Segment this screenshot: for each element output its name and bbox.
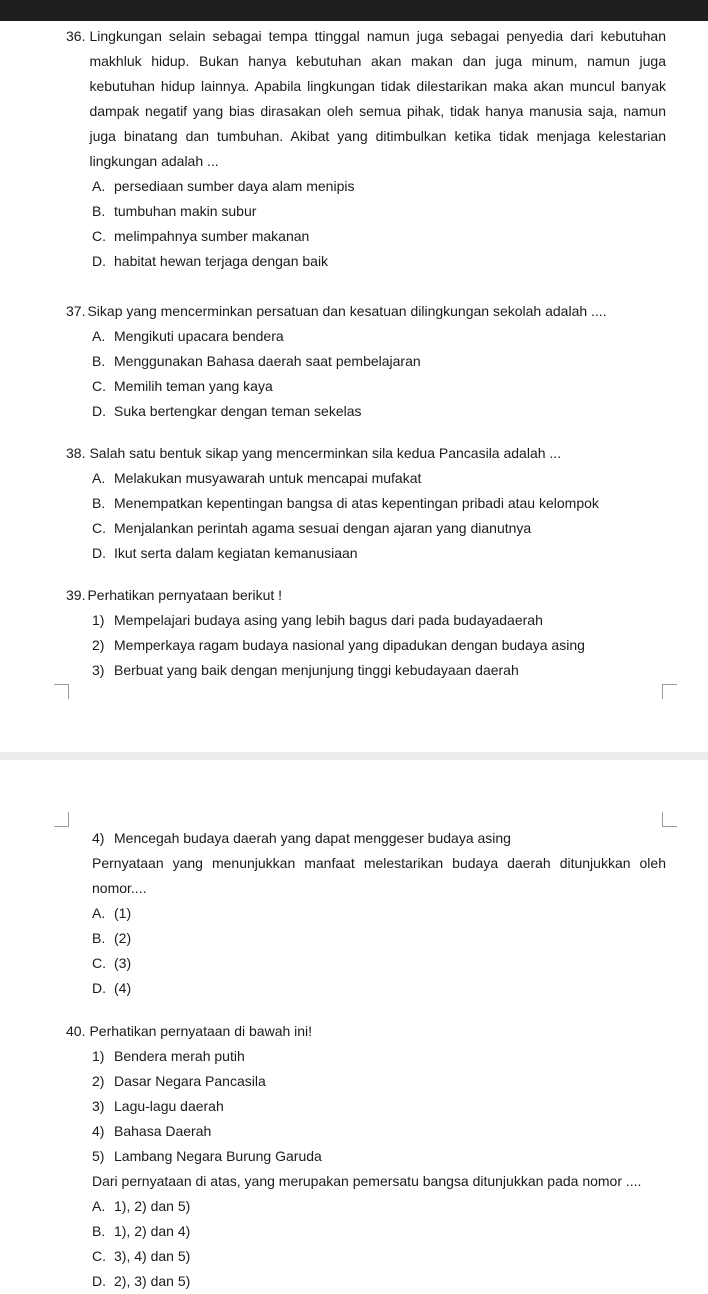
option-b[interactable]: B. Menempatkan kepentingan bangsa di atas kepentingan pribadi atau kelompok bbox=[92, 495, 599, 511]
statement-1: 1) Mempelajari budaya asing yang lebih bagus dari pada budayadaerah bbox=[92, 612, 543, 628]
statement-3: 3) Lagu-lagu daerah bbox=[92, 1098, 224, 1114]
statement-3: 3) Berbuat yang baik dengan menjunjung tinggi kebudayaan daerah bbox=[92, 662, 519, 678]
option-d[interactable]: D. 2), 3) dan 5) bbox=[92, 1273, 191, 1289]
question-number: 37. bbox=[66, 303, 86, 319]
option-d[interactable]: D. (4) bbox=[92, 980, 132, 996]
option-a[interactable]: A. Melakukan musyawarah untuk mencapai mufakat bbox=[92, 470, 422, 486]
question-36 bbox=[66, 24, 666, 274]
question-38 bbox=[66, 441, 666, 566]
option-b[interactable]: B. 1), 2) dan 4) bbox=[92, 1223, 191, 1239]
option-a[interactable]: A. persediaan sumber daya alam menipis bbox=[92, 178, 355, 194]
statement-2: 2) Memperkaya ragam budaya nasional yang dipadukan dengan budaya asing bbox=[92, 637, 585, 653]
statement-2: 2) Dasar Negara Pancasila bbox=[92, 1073, 266, 1089]
top-bar bbox=[0, 0, 708, 21]
option-c[interactable]: C. Memilih teman yang kaya bbox=[92, 378, 273, 394]
statement-4: 4) Bahasa Daerah bbox=[92, 1123, 212, 1139]
option-a[interactable]: A. Mengikuti upacara bendera bbox=[92, 328, 284, 344]
options-list bbox=[66, 466, 666, 566]
option-c[interactable]: C. 3), 4) dan 5) bbox=[92, 1248, 191, 1264]
question-40 bbox=[66, 1019, 666, 1294]
option-b[interactable]: B. (2) bbox=[92, 930, 132, 946]
option-b[interactable]: B. Menggunakan Bahasa daerah saat pembelajaran bbox=[92, 353, 421, 369]
option-d[interactable]: D. Ikut serta dalam kegiatan kemanusiaan bbox=[92, 545, 358, 561]
question-39 bbox=[66, 583, 666, 683]
statements-list-continued bbox=[66, 826, 666, 851]
crop-mark bbox=[662, 684, 677, 699]
question-text: Salah satu bentuk sikap yang mencerminkan sila kedua Pancasila adalah ... bbox=[89, 445, 562, 461]
page-bottom bbox=[66, 826, 666, 1294]
option-d[interactable]: D. Suka bertengkar dengan teman sekelas bbox=[92, 403, 362, 419]
statement-4: 4) Mencegah budaya daerah yang dapat menggeser budaya asing bbox=[92, 830, 511, 846]
crop-mark bbox=[662, 812, 677, 827]
question-number: 39. bbox=[66, 587, 86, 603]
page-top bbox=[66, 24, 666, 683]
options-list bbox=[66, 901, 666, 1001]
question-37 bbox=[66, 299, 666, 424]
option-c[interactable]: C. melimpahnya sumber makanan bbox=[92, 228, 310, 244]
option-a[interactable]: A. 1), 2) dan 5) bbox=[92, 1198, 191, 1214]
question-number: 40. bbox=[66, 1023, 86, 1039]
question-prompt: Pernyataan yang menunjukkan manfaat melestarikan budaya daerah ditunjukkan oleh nomor.... bbox=[92, 855, 666, 896]
statement-5: 5) Lambang Negara Burung Garuda bbox=[92, 1148, 322, 1164]
question-text: Perhatikan pernyataan berikut ! bbox=[87, 587, 283, 603]
crop-mark bbox=[54, 684, 69, 699]
statement-1: 1) Bendera merah putih bbox=[92, 1048, 245, 1064]
options-list bbox=[66, 174, 666, 274]
statements-list bbox=[66, 1044, 666, 1169]
option-c[interactable]: C. (3) bbox=[92, 955, 132, 971]
page-break bbox=[0, 752, 708, 760]
option-d[interactable]: D. habitat hewan terjaga dengan baik bbox=[92, 253, 329, 269]
option-c[interactable]: C. Menjalankan perintah agama sesuai dengan ajaran yang dianutnya bbox=[92, 520, 532, 536]
question-text: Perhatikan pernyataan di bawah ini! bbox=[89, 1023, 313, 1039]
crop-mark bbox=[54, 812, 69, 827]
question-number: 36. bbox=[66, 28, 86, 44]
option-a[interactable]: A. (1) bbox=[92, 905, 132, 921]
statements-list bbox=[66, 608, 666, 683]
options-list bbox=[66, 324, 666, 424]
options-list bbox=[66, 1194, 666, 1294]
question-number: 38. bbox=[66, 445, 86, 461]
option-b[interactable]: B. tumbuhan makin subur bbox=[92, 203, 257, 219]
question-text: Lingkungan selain sebagai tempa ttinggal namun juga sebagai penyedia dari kebutuhan makhluk hidup. Bukan hanya kebutuhan akan makan dan juga minum, namun juga kebutuhan hidup lainnya. Apabila lingkungan tidak dilestarikan maka akan muncul banyak dampak negatif yang bias dirasakan oleh semua pihak, tidak hanya manusia saja, namun juga binatang dan tumbuhan. Akibat yang ditimbulkan ketika tidak menjaga kelestarian lingkungan adalah ... bbox=[89, 28, 666, 169]
question-text: Sikap yang mencerminkan persatuan dan kesatuan dilingkungan sekolah adalah .... bbox=[87, 303, 607, 319]
question-prompt: Dari pernyataan di atas, yang merupakan pemersatu bangsa ditunjukkan pada nomor .... bbox=[92, 1173, 642, 1189]
